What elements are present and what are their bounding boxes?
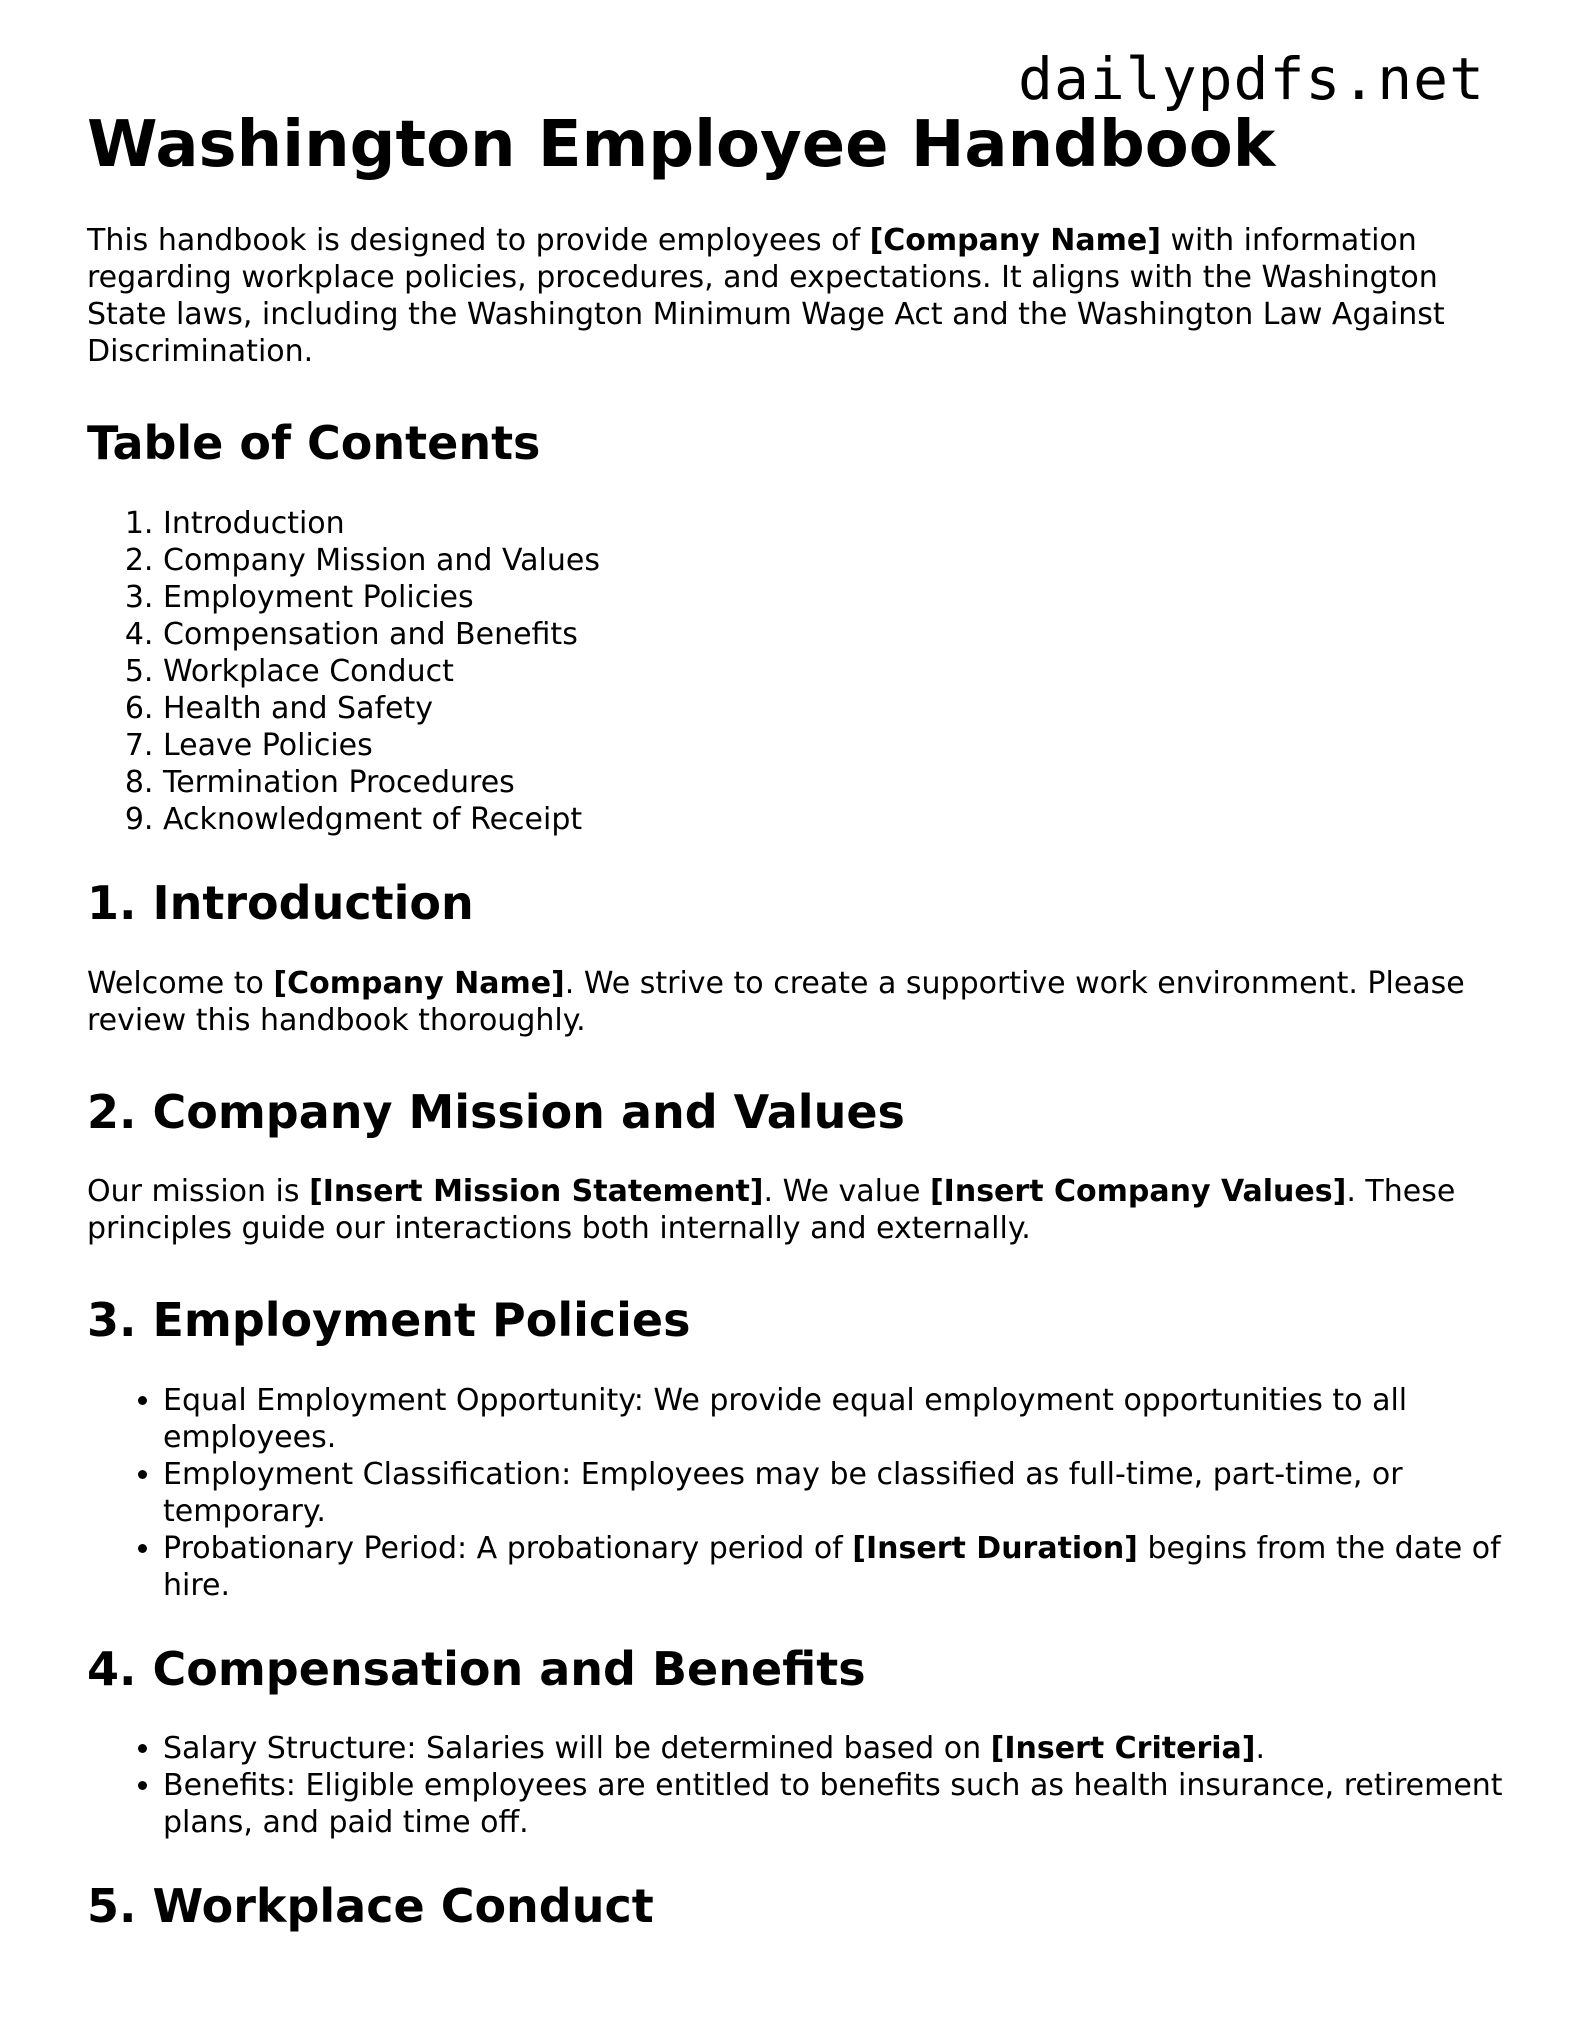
section-heading-introduction: 1. Introduction — [87, 875, 474, 930]
toc-item: 3. Employment Policies — [163, 579, 1507, 616]
paragraph-text: Welcome to — [87, 965, 274, 1001]
intro-text-end: with information regarding workplace policies, procedures, and expectations. It aligns with the Washington State laws, including the Washington Minimum Wage Act and the Washington Law Against Discrimination. — [87, 223, 1445, 370]
company-name-placeholder: [Company Name] — [869, 223, 1161, 259]
toc-item: 1. Introduction — [163, 505, 1507, 542]
toc-item: 7. Leave Policies — [163, 727, 1507, 764]
section-heading-employment-policies: 3. Employment Policies — [87, 1293, 691, 1348]
toc-heading: Table of Contents — [87, 416, 541, 471]
toc-item: 2. Company Mission and Values — [163, 542, 1507, 579]
values-placeholder: [Insert Company Values] — [929, 1174, 1347, 1210]
list-item — [163, 1730, 1507, 1767]
intro-paragraph — [87, 222, 1507, 370]
document-page — [87, 110, 1507, 1968]
mission-paragraph — [87, 1173, 1507, 1247]
section-heading-workplace-conduct: 5. Workplace Conduct — [87, 1879, 654, 1934]
introduction-paragraph — [87, 965, 1507, 1039]
toc-item: 5. Workplace Conduct — [163, 653, 1507, 690]
criteria-placeholder: [Insert Criteria] — [990, 1731, 1256, 1767]
toc-item: 8. Termination Procedures — [163, 764, 1507, 801]
mission-placeholder: [Insert Mission Statement] — [309, 1174, 764, 1210]
list-item-text: begins from the date of hire. — [163, 1530, 1501, 1603]
toc-list — [87, 505, 1507, 838]
list-item: • Employment Classification: Employees may be classified as full-time, part-time, or temporary. — [163, 1456, 1507, 1530]
section-heading-compensation: 4. Compensation and Benefits — [87, 1641, 866, 1696]
list-item: • Equal Employment Opportunity: We provide equal employment opportunities to all employees. — [163, 1382, 1507, 1456]
toc-item: 4. Compensation and Benefits — [163, 616, 1507, 653]
watermark: dailypdfs.net — [1018, 45, 1485, 113]
employment-policies-list — [87, 1382, 1507, 1604]
intro-text: This handbook is designed to provide employees of — [87, 223, 870, 259]
document-title: Washington Employee Handbook — [87, 108, 1276, 182]
toc-item: 6. Health and Safety — [163, 690, 1507, 727]
list-item-text: . — [1255, 1731, 1266, 1767]
paragraph-text: . We value — [763, 1174, 930, 1210]
compensation-list — [87, 1730, 1507, 1841]
section-heading-mission: 2. Company Mission and Values — [87, 1084, 905, 1139]
list-item: • Benefits: Eligible employees are entitled to benefits such as health insurance, retirement plans, and paid time off. — [163, 1767, 1507, 1841]
duration-placeholder: [Insert Duration] — [852, 1530, 1138, 1566]
toc-item: 9. Acknowledgment of Receipt — [163, 801, 1507, 838]
paragraph-text: . We strive to create a supportive work environment. Please review this handbook thoroughly. — [87, 965, 1465, 1038]
list-item-text: Probationary Period: A probationary period of — [163, 1530, 853, 1566]
list-item-text: Salary Structure: Salaries will be determined based on — [163, 1731, 991, 1767]
company-name-placeholder: [Company Name] — [273, 965, 565, 1001]
paragraph-text: Our mission is — [87, 1174, 310, 1210]
list-item — [163, 1530, 1507, 1604]
paragraph-text: . These principles guide our interactions both internally and externally. — [87, 1174, 1456, 1247]
